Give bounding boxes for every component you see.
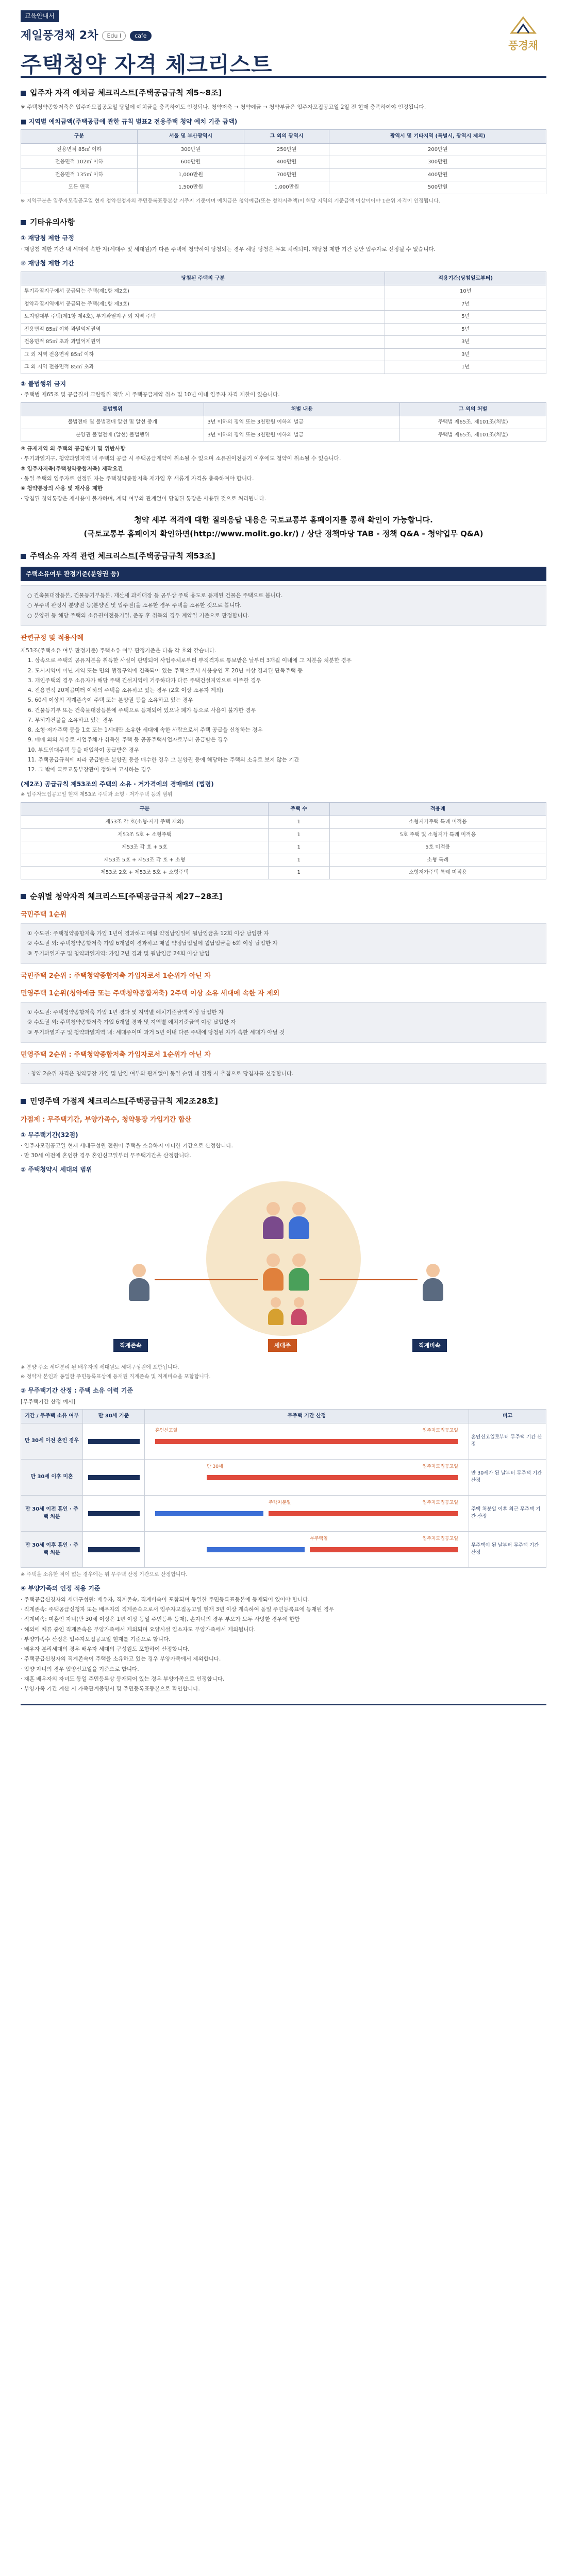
cell: 전용면적 135㎡ 이하: [21, 168, 138, 181]
cell: 300만원: [138, 143, 244, 156]
age-cell: [83, 1459, 145, 1495]
dependent-line: · 재혼 배우자의 자녀도 동일 주민등록상 등재되어 있는 경우 부양가족으로 인정합니다.: [21, 1675, 225, 1682]
col-header: 그 외의 광역시: [244, 130, 329, 144]
col-header: 적용례: [329, 802, 546, 816]
period-cell: [145, 1459, 469, 1495]
table-note: ※ 입주자모집공고일 현재 제53조 주택과 소형 · 저가주택 등의 범위: [21, 792, 173, 798]
table-row: [21, 416, 546, 429]
table-row: [21, 828, 546, 841]
page-header: [21, 10, 546, 77]
cell: 1년: [385, 361, 546, 374]
cell: 300만원: [329, 156, 546, 169]
subsection-title: ② 주택청약시 세대의 범위: [21, 1165, 92, 1173]
cell: 1: [268, 828, 329, 841]
cell: 전용면적 102㎡ 이하: [21, 156, 138, 169]
rule-line: 7. 무허가건물을 소유하고 있는 경우: [28, 717, 113, 723]
table-row: [21, 348, 546, 361]
note-heading: ④ 규제지역 외 주택의 공급받기 및 위반사항: [21, 446, 126, 452]
rule-line: 9. 매매 외의 사유로 사업주체가 취득한 주택 등 공공주택사업자로부터 공급받은 경우: [28, 737, 228, 743]
cell: 3년: [385, 348, 546, 361]
subsection-title: ③ 불법행위 금지: [21, 380, 66, 387]
rank-line: ① 수도권: 주택청약종합저축 가입 1년이 경과하고 매월 약정납입일에 월납입금을 12회 이상 납입한 자: [27, 930, 269, 937]
col-header: 서울 및 부산광역시: [138, 130, 244, 144]
section-title: 순위별 청약자격 체크리스트[주택공급규칙 제27~28조]: [30, 891, 223, 901]
rank-heading: 민영주택 2순위 : 주택청약종합저축 가입자로서 1순위가 아닌 자: [21, 1050, 211, 1059]
illus-note: ※ 청약자 본인과 동일한 주민등록표상에 등재된 직계존속 및 직계비속을 포함합니다.: [21, 1374, 211, 1380]
child-figure: [291, 1297, 307, 1325]
dependent-line: · 직계비속: 미혼인 자녀(만 30세 이상은 1년 이상 동일 주민등록 등재), 손자녀의 경우 부모가 모두 사망한 경우에 한함: [21, 1616, 300, 1623]
rewin-period-table: [21, 272, 546, 374]
cell: 200만원: [329, 143, 546, 156]
cell: 청약과열지역에서 공급되는 주택(제1항 제3호): [21, 298, 385, 311]
square-bullet-icon: [21, 554, 26, 559]
connector-line: [320, 1279, 418, 1280]
dependent-line: · 부양가족 기간 계산 시 가족관계증명서 및 주민등록표등본으로 확인합니다.: [21, 1686, 200, 1692]
section-intro: ※ 주택청약종합저축은 입주자모집공고일 당일에 예치금을 충족하여도 인정되나, 청약저축 → 청약예금 → 청약부금은 입주자모집공고일 2일 전 현재 충족하여야 인정됩니다.: [21, 104, 426, 111]
illus-note: ※ 분양 주소 세대분리 된 배우자의 세대원도 세대구성원에 포함됩니다.: [21, 1365, 179, 1371]
owned-bar: [155, 1511, 263, 1516]
cell: 700만원: [244, 168, 329, 181]
cell: 토지임대부 주택(제1항 제4호), 투기과열지구 외 지역 주택: [21, 311, 385, 324]
rank-line: ② 수도권 외: 주택청약종합저축 가입 6개월 경과 및 지역별 예치기준금액 이상 납입한 자: [27, 1019, 236, 1026]
row-label: 만 30세 이전 혼인 경우: [21, 1423, 83, 1459]
age-bar: [88, 1439, 140, 1444]
cell: 1,000만원: [138, 168, 244, 181]
rule-line: 3. 개인주택의 경우 소유자가 해당 주택 건설지역에 거주하다가 다른 주택건설지역으로 이주한 경우: [28, 677, 261, 684]
rank-line: ③ 투기과열지구 및 청약과열지역 내: 세대주이며 과거 5년 이내 다른 주택에 당첨된 자가 속한 세대가 아닐 것: [27, 1029, 285, 1036]
dependent-line: · 주택공급신청자의 직계존속이 주택을 소유하고 있는 경우 부양가족에서 제외합니다.: [21, 1656, 221, 1663]
cell: 제53조 2호 + 제53조 5호 + 소형주택: [21, 867, 269, 879]
descendant-label: 직계비속: [412, 1339, 447, 1352]
cell: 전용면적 85㎡ 이하: [21, 143, 138, 156]
brand-logo: [505, 12, 541, 54]
row-note: 주택 처분일 이후 최근 무주택 기간 산정: [469, 1495, 546, 1531]
rank-line: · 청약 2순위 자격은 청약통장 가입 및 납입 여부와 관계없이 동일 순위 내 경쟁 시 추첨으로 당첨자를 선정합니다.: [27, 1071, 294, 1077]
col-header: 주택 수: [268, 802, 329, 816]
dependent-line: · 부양가족수 산정은 입주자모집공고일 현재를 기준으로 합니다.: [21, 1636, 171, 1642]
timeline-row: [21, 1423, 546, 1459]
cell: 소형저가주택 특례 미적용: [329, 867, 546, 879]
molit-link-text[interactable]: (국토교통부 홈페이지 확인하면(http://www.molit.go.kr/) / 상단 정책마당 TAB - 정책 Q&A - 청약업무 Q&A): [84, 529, 483, 539]
cell: 1,000만원: [244, 181, 329, 194]
subsection-title: ① 무주택기간(32점): [21, 1131, 78, 1139]
cell: 10년: [385, 285, 546, 298]
cell: 전용면적 85㎡ 초과 과밀억제권역: [21, 336, 385, 349]
cell: 5년: [385, 323, 546, 336]
col-header: 구분: [21, 802, 269, 816]
cell: 제53조 5호 + 제53조 각 호 + 소형: [21, 854, 269, 867]
cell: 5호 미적용: [329, 841, 546, 854]
rank-line: ③ 투기과열지구 및 청약과열지역: 가입 2년 경과 및 월납입금 24회 이상 납입: [27, 950, 210, 957]
row-label: 만 30세 이전 혼인 · 주택 처분: [21, 1495, 83, 1531]
row-note: 무주택이 된 날부터 무주택 기간 산정: [469, 1531, 546, 1567]
criteria-box: [21, 585, 546, 626]
molit-callout: 청약 세부 적격에 대한 질의응답 내용은 국토교통부 홈페이지를 통해 확인이 가능합니다.: [134, 515, 433, 524]
section-title: 입주자 자격 예치금 체크리스트[주택공급규칙 제5~8조]: [30, 88, 222, 97]
paragraph: · 입주자모집공고일 현재 세대구성원 전원이 주택을 소유하지 아니한 기간으로 산정합니다.: [21, 1143, 234, 1149]
col-header: 그 외의 처벌: [400, 402, 546, 416]
paragraph: · 재당첨 제한 기간 내 세대에 속한 자(세대주 및 세대원)가 다른 주택에 청약하여 당첨되는 경우 해당 당첨은 무효 처리되며, 재당첨 제한 기간 동안 입주자로 선정될 수 없습니다.: [21, 246, 436, 252]
logo-text: 풍경채: [508, 39, 538, 52]
parent-figure: [289, 1202, 309, 1239]
dependent-line: · 해외에 체류 중인 직계존속은 부양가족에서 제외되며 요양시설 입소자도 부양가족에서 제외됩니다.: [21, 1626, 256, 1633]
householder-label-wrap: [268, 1336, 297, 1352]
householder-figure: [263, 1253, 284, 1291]
cell: 전용면적 85㎡ 이하 과밀억제권역: [21, 323, 385, 336]
table-row: [21, 311, 546, 324]
col-header: 구분: [21, 130, 138, 144]
section-ownership: [21, 550, 546, 879]
note-heading: ⑥ 청약통장의 사용 및 재사용 제한: [21, 485, 103, 492]
cell: 1,500만원: [138, 181, 244, 194]
section-deposit: [21, 87, 546, 205]
col-header: 처벌 내용: [204, 402, 400, 416]
table-row: [21, 156, 546, 169]
table-row: [21, 361, 546, 374]
table-row: [21, 867, 546, 879]
section-other-notes: [21, 216, 546, 503]
subsection-title: ③ 무주택기간 산정 : 주택 소유 이력 기준: [21, 1387, 134, 1395]
table-row: [21, 816, 546, 829]
col-header: 만 30세 기준: [83, 1410, 145, 1423]
col-header: 광역시 및 기타지역 (특별시, 광역시 제외): [329, 130, 546, 144]
subsection-title: ① 재당첨 제한 규정: [21, 234, 74, 242]
illegal-acts-table: [21, 402, 546, 442]
owned-bar: [207, 1547, 305, 1552]
col-header: 당첨된 주택의 구분: [21, 272, 385, 285]
cell: 5년: [385, 311, 546, 324]
rule-line: 6. 건물등기부 또는 건축물대장등본에 주택으로 등재되어 있으나 폐가 등으로 사용이 불가한 경우: [28, 707, 256, 714]
section-rank: [21, 891, 546, 1084]
timeline-row: [21, 1531, 546, 1567]
relative-figure: [423, 1264, 443, 1301]
cafe-pill: cafe: [130, 31, 151, 41]
rank-line: ② 수도권 외: 주택청약종합저축 가입 6개월이 경과하고 매월 약정납입일에 월납입금을 6회 이상 납입한 자: [27, 940, 278, 947]
rule-line: 1. 상속으로 주택의 공유지분을 취득한 사실이 판명되어 사업주체로부터 부적격자로 통보받은 날부터 3개월 이내에 그 지분을 처분한 경우: [28, 657, 352, 664]
timeline-row: [21, 1495, 546, 1531]
rank-line: ① 수도권: 주택청약종합저축 가입 1년 경과 및 지역별 예치기준금액 이상 납입한 자: [27, 1009, 224, 1016]
spouse-figure: [289, 1253, 309, 1291]
parent-figure: [263, 1202, 284, 1239]
ascendant-label: 직계존속: [113, 1339, 148, 1352]
row-note: 만 30세가 된 날부터 무주택 기간 산정: [469, 1459, 546, 1495]
cell: 600만원: [138, 156, 244, 169]
paragraph: · 만 30세 이전에 혼인한 경우 혼인신고일부터 무주택기간을 산정합니다.: [21, 1152, 191, 1159]
criteria-line: ○ 건축물대장등본, 건물등기부등본, 재산세 과세대장 등 공부상 주택 용도로 등재된 건물은 주택으로 봅니다.: [27, 592, 283, 599]
timeline-mark: 무주택일: [310, 1536, 328, 1541]
period-cell: [145, 1495, 469, 1531]
child-figure: [268, 1297, 284, 1325]
cell: 7년: [385, 298, 546, 311]
footer-divider: [21, 1704, 546, 1705]
table-row: [21, 181, 546, 194]
cell: 소형 특례: [329, 854, 546, 867]
rank-heading: 민영주택 1순위(청약예금 또는 주택청약종합저축) 2주택 이상 소유 세대에 속한 자 제외: [21, 989, 280, 997]
brand-name: 제일풍경채 2차: [21, 29, 98, 42]
note-line: · 당첨된 청약통장은 재사용이 불가하며, 계약 여부와 관계없이 당첨된 통장은 사용된 것으로 처리됩니다.: [21, 495, 266, 502]
rank-heading: 국민주택 1순위: [21, 910, 66, 919]
rank-box: [21, 1002, 546, 1043]
rank-box: [21, 923, 546, 964]
section-bar: 주택소유여부 판정기준(분양권 등): [21, 567, 546, 582]
timeline-row: [21, 1459, 546, 1495]
household-circle: [206, 1181, 361, 1336]
table-note: ※ 지역구분은 입주자모집공고일 현재 청약신청자의 주민등록표등본상 거주지 기준이며 예치금은 청약예금(또는 청약저축액)이 해당 지역의 기준금액 이상이어야 1순위 자격이 인정됩니다.: [21, 198, 440, 204]
cell: 1: [268, 841, 329, 854]
section-title: 기타유의사항: [30, 217, 75, 227]
note-line: · 동일 주택의 입주자로 선정된 자는 주택청약종합저축 재가입 후 새롭게 자격을 충족하여야 합니다.: [21, 475, 254, 482]
cell: 그 외 지역 전용면적 85㎡ 초과: [21, 361, 385, 374]
rule-line: 4. 전용면적 20제곱미터 이하의 주택을 소유하고 있는 경우 (2호 이상 소유자 제외): [28, 687, 224, 694]
cell: 분양권 불법전매 (알선) 불법행위: [21, 429, 204, 442]
row-label: 만 30세 이후 미혼: [21, 1459, 83, 1495]
col-header: 비고: [469, 1410, 546, 1423]
cell: 500만원: [329, 181, 546, 194]
note-line: · 투기과열지구, 청약과열지역 내 주택의 공급 시 주택공급계약이 취소될 수 있으며 소유권이전등기 이후에도 청약이 취소될 수 있습니다.: [21, 455, 341, 462]
cell: 소형저가주택 특례 미적용: [329, 816, 546, 829]
cell: 주택법 제65조, 제101조(처벌): [400, 416, 546, 429]
cell: 제53조 5호 + 소형주택: [21, 828, 269, 841]
householder-label: 세대주: [268, 1339, 297, 1352]
dependents-list: [21, 1596, 546, 1693]
age-cell: [83, 1495, 145, 1531]
rule-line: 10. 부도임대주택 등을 매입하여 공급받은 경우: [28, 747, 139, 753]
cell: 제53조 각 호 + 5호: [21, 841, 269, 854]
cell: 모든 면적: [21, 181, 138, 194]
rules-list: [21, 647, 546, 774]
timeline-title: [무주택기간 산정 예시]: [21, 1398, 76, 1405]
table-row: [21, 841, 546, 854]
age-cell: [83, 1531, 145, 1567]
table-row: [21, 168, 546, 181]
rank-heading: 국민주택 2순위 : 주택청약종합저축 가입자로서 1순위가 아닌 자: [21, 972, 211, 980]
table-row: [21, 298, 546, 311]
ascendant-label-wrap: [113, 1336, 148, 1352]
cell: 5호 주택 및 소형저가 특례 미적용: [329, 828, 546, 841]
rule-line: 12. 그 밖에 국토교통부장관이 정하여 고시하는 경우: [28, 767, 152, 773]
table-row: [21, 143, 546, 156]
square-bullet-icon: [21, 1099, 26, 1104]
cell: 제53조 각 호(소형·저가 주택 제외): [21, 816, 269, 829]
point-heading: 가점제 : 무주택기간, 부양가족수, 청약통장 가입기간 합산: [21, 1115, 192, 1124]
connector-line: [155, 1279, 258, 1280]
period-cell: [145, 1423, 469, 1459]
timeline-mark: 혼인신고일: [155, 1428, 178, 1433]
dependent-line: · 직계존속: 주택공급신청자 또는 배우자의 직계존속으로서 입주자모집공고일 현재 3년 이상 계속하여 동일 주민등록표에 등재된 경우: [21, 1606, 335, 1613]
cell: 1: [268, 867, 329, 879]
rules-heading: 관련규정 및 적용사례: [21, 634, 84, 642]
cell: 투기과열지구에서 공급되는 주택(제1항 제2호): [21, 285, 385, 298]
col-header: 기간 / 무주택 소유 여부: [21, 1410, 83, 1423]
rank-box: [21, 1063, 546, 1084]
timeline-mark: 만 30세: [207, 1464, 223, 1469]
timeline-note: ※ 주택을 소유한 적이 없는 경우에는 위 무주택 산정 기간으로 산정합니다.: [21, 1571, 188, 1578]
rule-line: 11. 주택공급규칙에 따라 공급받은 분양권 등을 매수한 경우 그 분양권 등에 해당하는 주택의 소유로 보지 않는 기간: [28, 756, 299, 763]
age-cell: [83, 1423, 145, 1459]
table-row: [21, 854, 546, 867]
subsection-title: (제2조) 공급규칙 제53조의 주택의 소유 · 거가격에의 경매매의 (법령): [21, 780, 214, 788]
timeline-mark: 입주자모집공고일: [422, 1500, 458, 1505]
period-bar: [310, 1547, 458, 1552]
cell: 400만원: [244, 156, 329, 169]
page-title: 주택청약 자격 체크리스트: [21, 52, 273, 77]
table-row: [21, 285, 546, 298]
rule-line: 8. 소형·저가주택 등을 1호 또는 1세대만 소유한 세대에 속한 사람으로서 주택 공급을 신청하는 경우: [28, 727, 263, 734]
timeline-mark: 입주자모집공고일: [422, 1536, 458, 1541]
table-row: [21, 336, 546, 349]
relative-figure: [129, 1264, 149, 1301]
rule-line: 제53조(주택소유 여부 판정기준) 주택소유 여부 판정기준은 다음 각 호와 같습니다.: [21, 648, 216, 654]
cell: 주택법 제65조, 제101조(처벌): [400, 429, 546, 442]
deposit-table: [21, 129, 546, 194]
age-bar: [88, 1547, 140, 1552]
dependent-line: · 배우자 분리세대의 경우 배우자 세대의 구성원도 포함하여 산정합니다.: [21, 1646, 190, 1653]
cell: 1: [268, 854, 329, 867]
subsection-title: ■ 지역별 예치금액(주택공급에 관한 규칙 별표2 전용주택 청약 예치 기준 금액): [21, 117, 238, 125]
age-bar: [88, 1475, 140, 1480]
timeline-mark: 입주자모집공고일: [422, 1464, 458, 1469]
dependent-line: · 주택공급신청자의 세대구성원: 배우자, 직계존속, 직계비속이 포함되며 동일한 주민등록표등본에 등재되어 있어야 합니다.: [21, 1596, 310, 1603]
col-header: 불법행위: [21, 402, 204, 416]
period-bar: [207, 1475, 458, 1480]
table-row: [21, 323, 546, 336]
col-header: 적용기간(당첨일로부터): [385, 272, 546, 285]
section-title: 민영주택 가점제 체크리스트[주택공급규칙 제2조28호]: [30, 1096, 218, 1106]
note-heading: ⑤ 입주자저축(주택청약종합저축) 제작요건: [21, 465, 123, 472]
no-house-timeline: [21, 1409, 546, 1568]
age-bar: [88, 1511, 140, 1516]
cell: 250만원: [244, 143, 329, 156]
cell: 3년: [385, 336, 546, 349]
paragraph: · 주택법 제65조 및 공급질서 교란행위 적발 시 주택공급계약 취소 및 10년 이내 입주자 자격 제한이 있습니다.: [21, 392, 280, 398]
house-logo-icon: [508, 12, 538, 35]
section-title: 주택소유 자격 관련 체크리스트[주택공급규칙 제53조]: [30, 551, 215, 561]
rule-line: 2. 도시지역이 아닌 지역 또는 면의 행정구역에 건축되어 있는 주택으로서 사용승인 후 20년 이상 경과된 단독주택 등: [28, 667, 303, 674]
timeline-mark: 입주자모집공고일: [422, 1428, 458, 1433]
period-bar: [269, 1511, 458, 1516]
criteria-line: ○ 무주택 판정시 분양권 등(분양권 및 입주권)을 소유한 경우 주택을 소유한 것으로 봅니다.: [27, 602, 242, 609]
cell: 불법전매 및 불법전매 알선 및 알선 중개: [21, 416, 204, 429]
cell: 3년 이하의 징역 또는 3천만원 이하의 벌금: [204, 429, 400, 442]
subsection-title: ② 재당첨 제한 기간: [21, 260, 74, 267]
descendant-label-wrap: [412, 1336, 447, 1352]
dependent-line: · 입양 자녀의 경우 입양신고일을 기준으로 합니다.: [21, 1666, 139, 1672]
edu-pill: Edu I: [102, 31, 126, 41]
row-note: 혼인신고일로부터 무주택 기간 산정: [469, 1423, 546, 1459]
section-point-system: [21, 1095, 546, 1693]
cell: 그 외 지역 전용면적 85㎡ 이하: [21, 348, 385, 361]
cell: 400만원: [329, 168, 546, 181]
square-bullet-icon: [21, 894, 26, 899]
square-bullet-icon: [21, 220, 26, 225]
criteria-line: ○ 분양권 등 해당 주택의 소유권이전등기일, 준공 후 취득의 경우 계약일 기준으로 판정합니다.: [27, 612, 250, 619]
notes-list: [21, 445, 546, 503]
rule-line: 5. 60세 이상의 직계존속이 주택 또는 분양권 등을 소유하고 있는 경우: [28, 697, 193, 704]
subsection-title: ④ 부양가족의 인정 적용 기준: [21, 1585, 101, 1592]
doc-tag: 교육안내서: [21, 10, 59, 22]
col-header: 무주택 기간 산정: [145, 1410, 469, 1423]
row-label: 만 30세 이후 혼인 · 주택 처분: [21, 1531, 83, 1567]
small-house-table: [21, 802, 546, 879]
household-illustration: [21, 1181, 546, 1357]
square-bullet-icon: [21, 91, 26, 96]
cell: 3년 이하의 징역 또는 3천만원 이하의 벌금: [204, 416, 400, 429]
period-cell: [145, 1531, 469, 1567]
table-row: [21, 429, 546, 442]
period-bar: [155, 1439, 458, 1444]
timeline-mark: 주택처분일: [269, 1500, 291, 1505]
cell: 1: [268, 816, 329, 829]
